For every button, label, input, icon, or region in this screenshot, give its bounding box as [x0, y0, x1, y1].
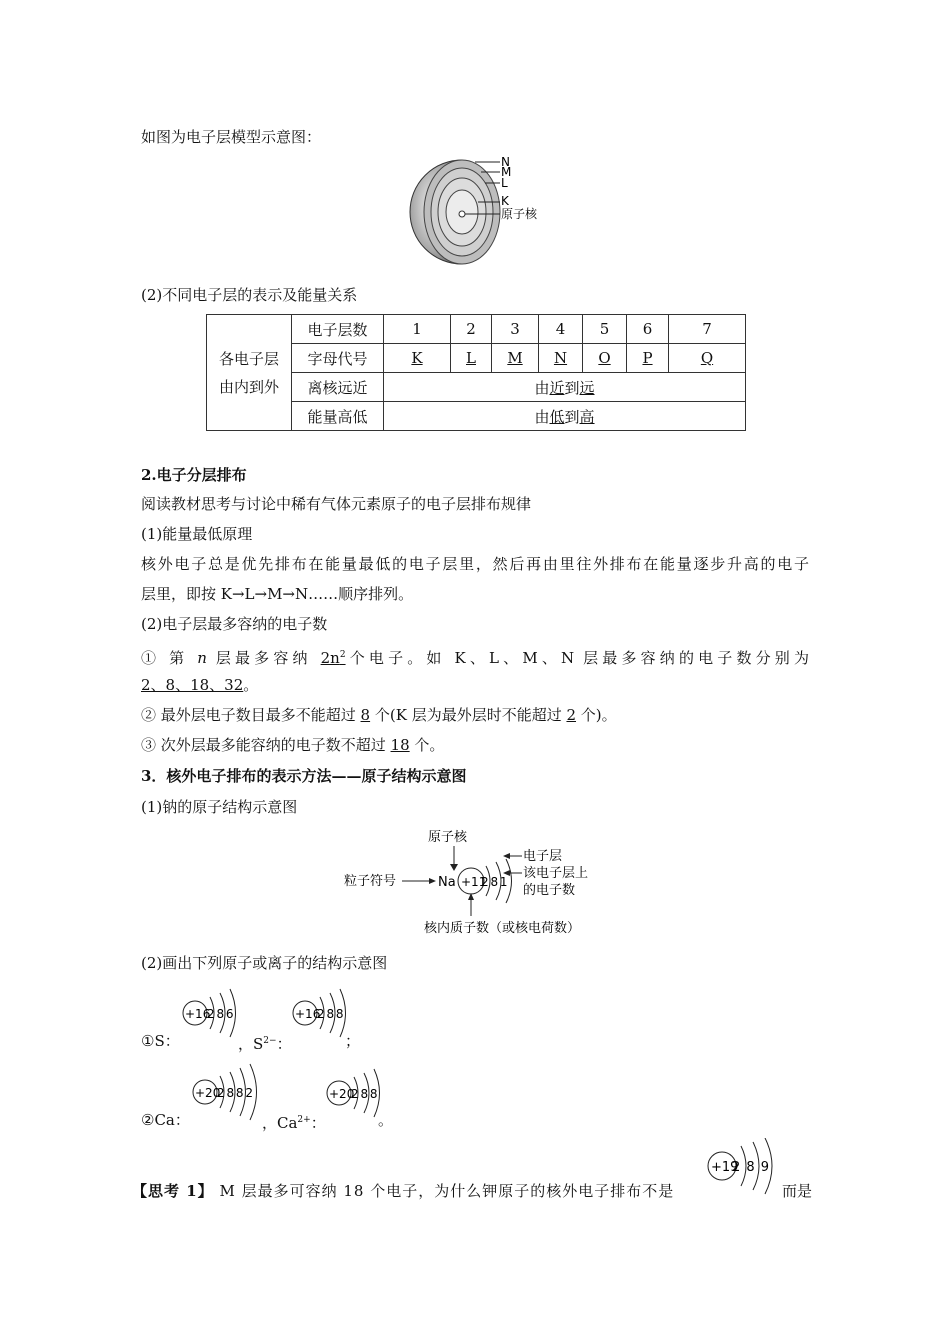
s-ion-prefix: ，$S^{2-}$： [238, 1035, 292, 1053]
row-label-energy: 能量高低 [292, 402, 384, 431]
table-cell: L [451, 344, 492, 373]
na-nucleus-label: 原子核 [428, 830, 468, 845]
ca-ion-electrons: 2 8 8 [351, 1087, 377, 1101]
think-end: 而是 [782, 1182, 813, 1200]
intro-text: 如图为电子层模型示意图： [141, 128, 322, 146]
na-symbol-label: 粒子符号 [344, 874, 397, 889]
table-cell: Q [669, 344, 746, 373]
item-2: ② 最外层电子数目最多不能超过 8 个(K 层为最外层时不能超过 2 个)。 [141, 706, 617, 724]
k-nucleus: +19 [711, 1160, 739, 1175]
potassium-diagram [703, 1138, 783, 1200]
electron-layer-table [206, 314, 746, 431]
row-label-distance: 离核远近 [292, 373, 384, 402]
table-cell: 3 [492, 315, 539, 344]
ca-end: 。 [378, 1111, 394, 1129]
k-electrons: 2 8 9 [732, 1160, 771, 1175]
table-group-label: 各电子层 由内到外 [207, 315, 292, 431]
row-label-letter: 字母代号 [292, 344, 384, 373]
table-cell: N [539, 344, 583, 373]
s-ion-nucleus: +16 [295, 1007, 321, 1021]
sulfur-atom-diagram [178, 985, 246, 1043]
ca-ion-prefix: ，$Ca^{2+}$： [262, 1114, 326, 1132]
paragraph-rule-line2: 层里，即按 K→L→M→N……顺序排列。 [141, 585, 414, 603]
item-1: ① 第 n 层最多容纳 $2n^2$个电子。如 K、L、M、N 层最多容纳的电子数分别为 [141, 649, 809, 667]
na-shell-label: 电子层 [523, 849, 563, 864]
heading-2: 2.电子分层排布 [141, 466, 247, 484]
paragraph-draw: (2)画出下列原子或离子的结构示意图 [141, 954, 388, 972]
na-nucleus: +11 [461, 875, 487, 889]
item-3: ③ 次外层最多能容纳的电子数不超过 18 个。 [141, 736, 445, 754]
shell-label-k: K [501, 194, 509, 208]
table-cell: 5 [583, 315, 627, 344]
ca-nucleus: +20 [195, 1086, 221, 1100]
item-1-line2: 2、8、18、32。 [141, 676, 259, 694]
table-cell: P [627, 344, 669, 373]
na-proton-label: 核内质子数（或核电荷数） [424, 921, 581, 936]
ca-prefix: ②Ca： [141, 1111, 190, 1129]
paragraph-rule-line1: 核外电子总是优先排布在能量最低的电子层里，然后再由里往外排布在能量逐步升高的电子 [141, 555, 809, 573]
nucleus-label: 原子核 [501, 207, 538, 221]
s-electrons: 2 8 6 [207, 1007, 233, 1021]
distance-cell: 由近到远 [384, 373, 746, 402]
section-heading-layers: (2)不同电子层的表示及能量关系 [141, 286, 358, 304]
sodium-structure-figure [340, 826, 640, 942]
table-cell: M [492, 344, 539, 373]
paragraph-max: (2)电子层最多容纳的电子数 [141, 615, 328, 633]
table-cell: 1 [384, 315, 451, 344]
shell-label-l: L [501, 176, 508, 190]
s-end: ； [345, 1032, 361, 1050]
shell-label-n: N [501, 155, 510, 169]
table-cell: O [583, 344, 627, 373]
energy-cell: 由低到高 [384, 402, 746, 431]
paragraph-na: (1)钠的原子结构示意图 [141, 798, 298, 816]
heading-3: 3．核外电子排布的表示方法——原子结构示意图 [141, 767, 467, 785]
na-count-label-2: 的电子数 [523, 883, 576, 898]
table-cell: 6 [627, 315, 669, 344]
s-prefix: ①S： [141, 1032, 180, 1050]
paragraph-min-energy: (1)能量最低原理 [141, 525, 253, 543]
think-question: 【思考 1】 M 层最多可容纳 18 个电子，为什么钾原子的核外电子排布不是 [132, 1182, 675, 1200]
na-count-label-1: 该电子层上 [523, 866, 589, 881]
s-nucleus: +16 [185, 1007, 211, 1021]
ca-electrons: 2 8 8 2 [217, 1086, 252, 1100]
na-symbol: Na [438, 875, 456, 890]
s-ion-electrons: 2 8 8 [317, 1007, 343, 1021]
table-cell: 4 [539, 315, 583, 344]
ca-ion-nucleus: +20 [329, 1087, 355, 1101]
table-cell: K [384, 344, 451, 373]
paragraph-read: 阅读教材思考与讨论中稀有气体元素原子的电子层排布规律 [141, 495, 532, 513]
table-cell: 2 [451, 315, 492, 344]
electron-shell-model-figure [405, 152, 565, 272]
na-electrons: 2 8 1 [481, 875, 507, 889]
row-label-layer-number: 电子层数 [292, 315, 384, 344]
calcium-atom-diagram [188, 1062, 272, 1126]
shell-label-m: M [501, 165, 512, 179]
table-cell: 7 [669, 315, 746, 344]
